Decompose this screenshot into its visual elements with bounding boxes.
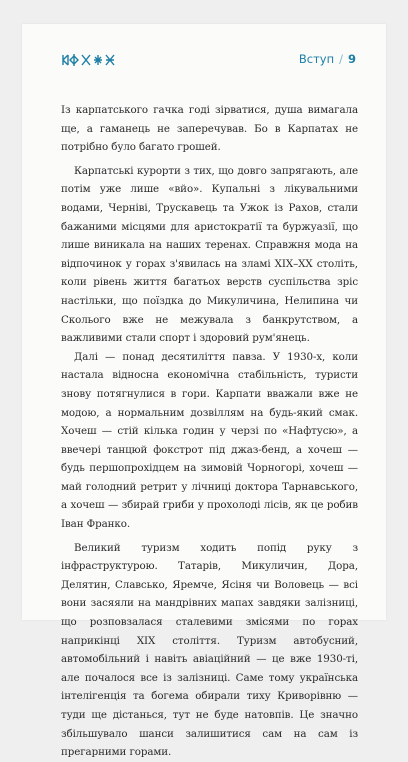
paragraph-3: Далі — понад десятиліття павза. У 1930-х, коли настала відносна економічна стабільність, туристи знову потягнулися в гори. Карпати вважали вже не модою, а нормальним дозвіллям на будь-який смак. Хочеш — стій кілька годин у черзі по «Нафтусю», а ввечері танцюй фокстрот під джаз-бенд, а хочеш — будь першопрохідцем на зимовій Чорногорі, хочеш — май голодний ретрит у лічниці доктора Тарнавського, а хочеш — збирай гриби у прохолоді лісів, як це робив Іван Франко. (61, 350, 358, 531)
body-text (61, 101, 358, 762)
paragraph-2: Карпатські курорти з тих, що довго запрягають, але потім уже лише «вйо». Купальні з лікувальними водами, Черніві, Трускавець та Ужок із Рахов, стали бажаними місцями для аристократії та буржуазії, що лише виникала на наших теренах. Справжня мода на відпочинок у горах з'явилась на зламі XIX–XX століть, коли рівень життя багатьох верств суспільства зріс настільки, що поїздка до Микуличина, Нелипина чи Сколього вже не межувала з банкрутством, а важливими стали спорт і здоровий рум'янець. (61, 164, 358, 345)
running-head (299, 52, 356, 66)
book-page (22, 24, 386, 759)
folk-ornament-icon (61, 54, 119, 66)
paragraph-1: Із карпатського гачка годі зірватися, душа вимагала ще, а гаманець не заперечував. Бо в Карпатах не потрібно було багато грошей. (61, 104, 358, 154)
section-title: Вступ (298, 52, 335, 66)
ornament-pattern-icon (61, 54, 119, 66)
paragraph-4: Великий туризм ходить попід руку з інфраструктурою. Татарів, Микуличин, Дора, Делятин, Славсько, Яремче, Ясіня чи Воловець — всі вони засяяли на мандрівних мапах завдяки залізниці, що розповзалася сталевими змісями по горах наприкінці XIX століття. Туризм автобусний, автомобільний і навіть авіаційний — це вже 1930-ті, але почалося все із залізниці. Саме тому українська інтелігенція та богема обирали тиху Криворівню — туди ще дістанься, тут не буде натовпів. Це значно збільшувало шанси залишитися сам на сам із прегарними горами. (61, 541, 358, 759)
page-number: 9 (347, 52, 356, 66)
running-head-separator: / (339, 52, 343, 66)
